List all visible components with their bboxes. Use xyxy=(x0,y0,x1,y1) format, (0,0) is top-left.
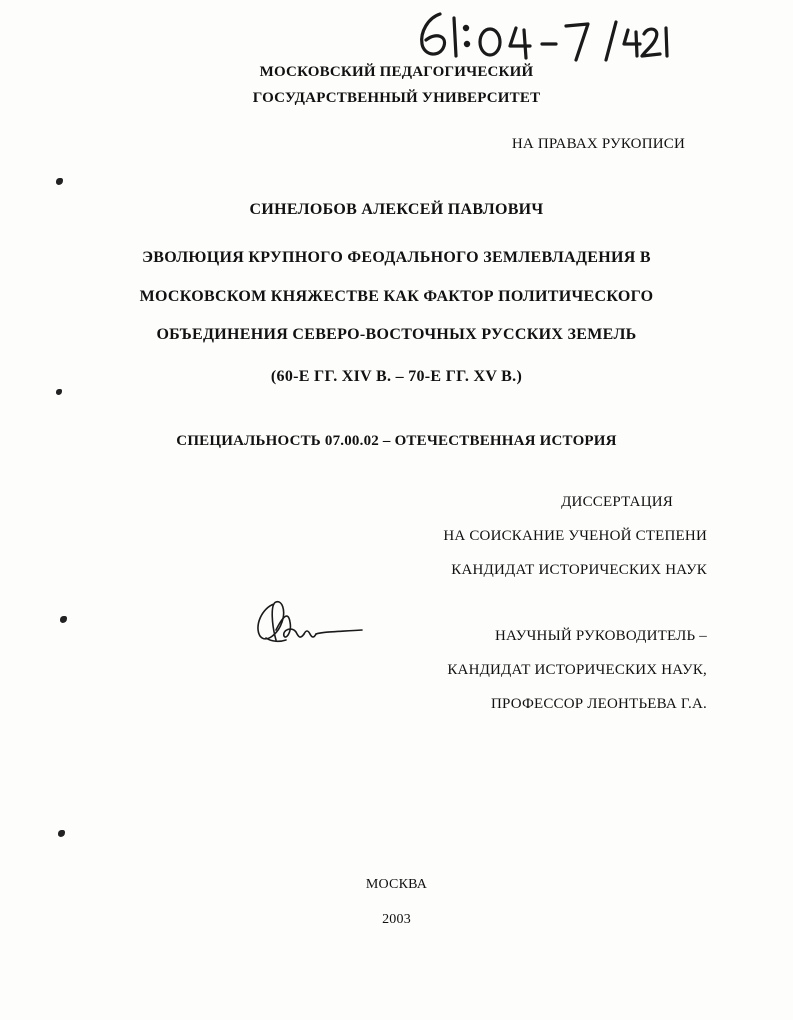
degree-line-2: НА СОИСКАНИЕ УЧЕНОЙ СТЕПЕНИ xyxy=(443,528,707,544)
title-line-4: (60-Е ГГ. XIV В. – 70-Е ГГ. XV В.) xyxy=(270,368,523,385)
manuscript-note: НА ПРАВАХ РУКОПИСИ xyxy=(511,136,685,152)
scan-mark-2 xyxy=(56,389,62,395)
scan-mark-4 xyxy=(58,830,65,837)
title-line-3: ОБЪЕДИНЕНИЯ СЕВЕРО-ВОСТОЧНЫХ РУССКИХ ЗЕМЕЛЬ xyxy=(156,326,637,343)
scan-mark-1 xyxy=(56,178,63,185)
year: 2003 xyxy=(382,912,411,927)
degree-line-3: КАНДИДАТ ИСТОРИЧЕСКИХ НАУК xyxy=(451,562,707,578)
scan-mark-3 xyxy=(60,616,67,623)
supervisor-line-2: КАНДИДАТ ИСТОРИЧЕСКИХ НАУК, xyxy=(447,662,707,678)
degree-line-1: ДИССЕРТАЦИЯ xyxy=(561,494,673,510)
supervisor-line-3: ПРОФЕССОР ЛЕОНТЬЕВА Г.А. xyxy=(490,696,707,712)
specialty-line: СПЕЦИАЛЬНОСТЬ 07.00.02 – ОТЕЧЕСТВЕННАЯ ИСТОРИЯ xyxy=(176,433,617,449)
title-line-2: МОСКОВСКОМ КНЯЖЕСТВЕ КАК ФАКТОР ПОЛИТИЧЕСКОГО xyxy=(139,288,654,305)
handwritten-signature xyxy=(252,596,364,648)
author-name: СИНЕЛОБОВ АЛЕКСЕЙ ПАВЛОВИЧ xyxy=(249,201,544,218)
handwritten-archive-number xyxy=(410,4,670,62)
supervisor-line-1: НАУЧНЫЙ РУКОВОДИТЕЛЬ – xyxy=(495,628,707,644)
university-line-1: МОСКОВСКИЙ ПЕДАГОГИЧЕСКИЙ xyxy=(259,64,534,80)
city: МОСКВА xyxy=(365,877,428,892)
title-line-1: ЭВОЛЮЦИЯ КРУПНОГО ФЕОДАЛЬНОГО ЗЕМЛЕВЛАДЕНИЯ В xyxy=(142,249,651,266)
university-line-2: ГОСУДАРСТВЕННЫЙ УНИВЕРСИТЕТ xyxy=(252,90,541,106)
